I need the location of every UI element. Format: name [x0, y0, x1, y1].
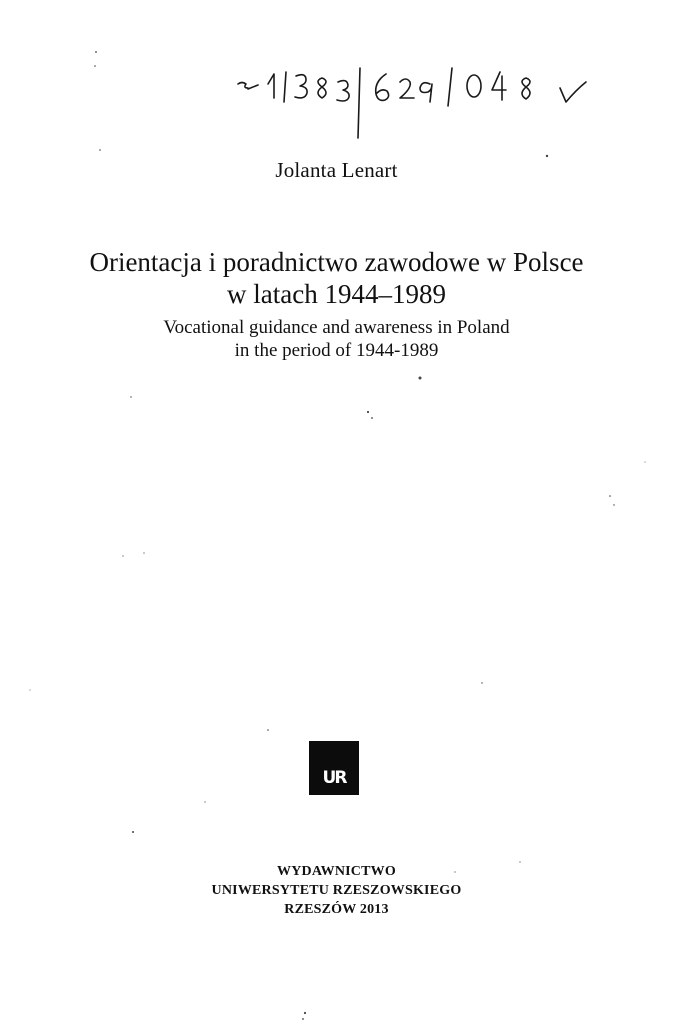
publisher-line-3: RZESZÓW 2013 — [284, 902, 389, 917]
publisher-line-2: UNIWERSYTETU RZESZOWSKIEGO — [211, 883, 462, 898]
title-polish-line-2: w latach 1944–1989 — [227, 279, 446, 309]
ur-logo-letters: UR — [322, 768, 346, 788]
title-english-line-1: Vocational guidance and awareness in Poland — [163, 317, 510, 338]
author-name: Jolanta Lenart — [275, 158, 398, 182]
title-polish-line-1: Orientacja i poradnictwo zawodowe w Polsce — [89, 247, 584, 277]
title-english-line-2: in the period of 1944-1989 — [234, 340, 439, 361]
publisher-line-1: WYDAWNICTWO — [277, 864, 396, 879]
